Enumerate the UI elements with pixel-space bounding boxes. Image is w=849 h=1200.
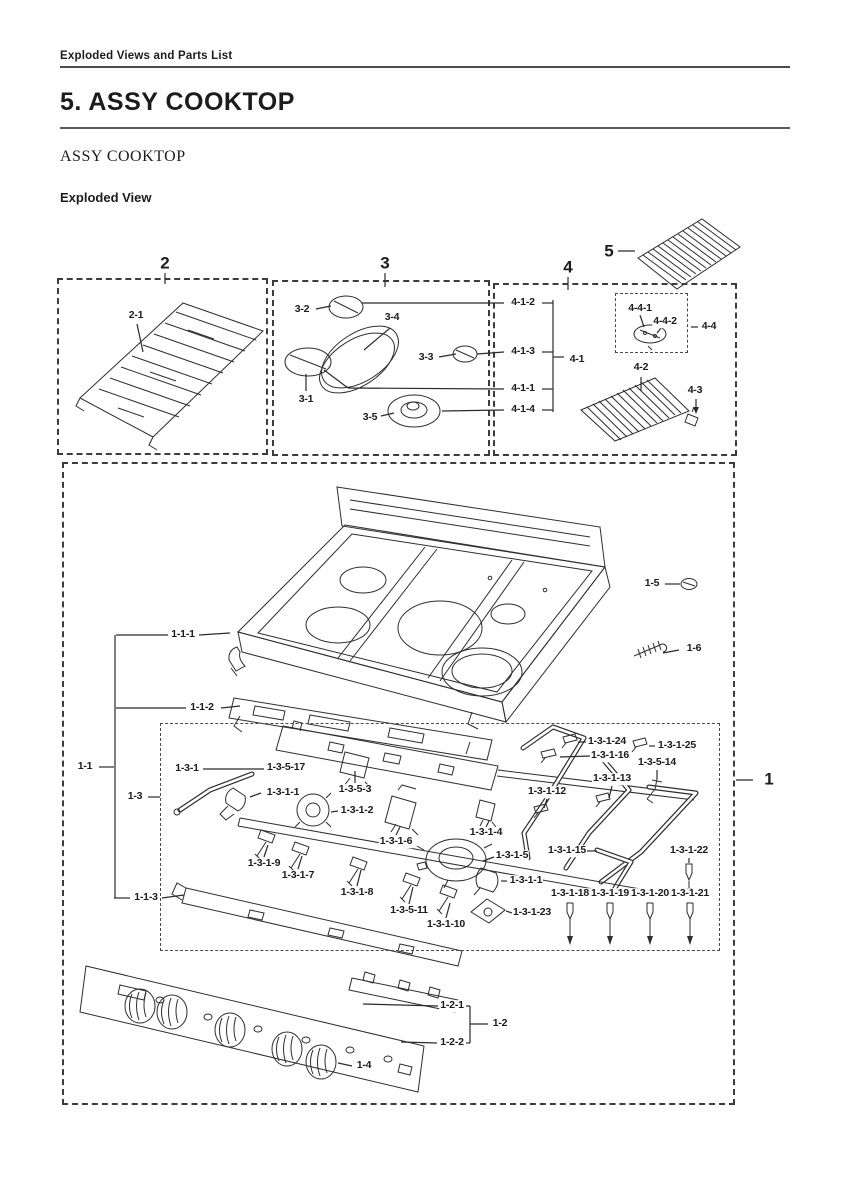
- leader-line: [316, 306, 331, 309]
- part-label-1-3-1-16: 1-3-1-16: [590, 749, 630, 762]
- exploded-view-label: Exploded View: [60, 190, 152, 205]
- leader-line: [560, 756, 590, 757]
- part-label-1-2-2: 1-2-2: [440, 1036, 464, 1049]
- part-label-1-5: 1-5: [644, 577, 660, 590]
- part-label-3-5: 3-5: [362, 411, 378, 424]
- part-label-1-3-1-9: 1-3-1-9: [247, 857, 281, 870]
- part-label-1-3-1-24: 1-3-1-24: [587, 735, 627, 748]
- part-label-1-3-1-12: 1-3-1-12: [527, 785, 567, 798]
- part-label-1-3-1-13: 1-3-1-13: [592, 772, 632, 785]
- group-label-4: 4: [563, 257, 573, 277]
- leader-line: [162, 895, 184, 898]
- leader-line: [250, 793, 261, 797]
- group-label-3: 3: [380, 253, 390, 273]
- part-label-3-2: 3-2: [294, 303, 310, 316]
- part-label-1-3-1-22: 1-3-1-22: [669, 844, 709, 857]
- part-label-1-1-2: 1-1-2: [190, 701, 214, 714]
- leader-line: [331, 811, 338, 812]
- part-label-3-1: 3-1: [298, 393, 314, 406]
- part-label-1-2-1: 1-2-1: [440, 999, 464, 1012]
- part-label-1-3-1-18: 1-3-1-18: [550, 887, 590, 900]
- part-label-3-3: 3-3: [418, 351, 434, 364]
- leader-line: [298, 856, 302, 869]
- part-label-1-3-1-1: 1-3-1-1: [266, 786, 300, 799]
- part-label-1-3-1-6: 1-3-1-6: [379, 835, 413, 848]
- part-label-1-2: 1-2: [492, 1017, 508, 1030]
- part-label-1-3-1-10: 1-3-1-10: [426, 918, 466, 931]
- group-label-2: 2: [160, 253, 170, 273]
- part-label-4-4: 4-4: [701, 320, 717, 333]
- leader-line: [264, 845, 268, 857]
- part-label-1-3-1: 1-3-1: [175, 762, 199, 775]
- part-label-1-4: 1-4: [356, 1059, 372, 1072]
- part-label-1-3-1-20: 1-3-1-20: [630, 887, 670, 900]
- part-label-1-3-1-15: 1-3-1-15: [547, 844, 587, 857]
- part-label-1-3-1-25: 1-3-1-25: [657, 739, 697, 752]
- part-label-1-3-1-4: 1-3-1-4: [469, 826, 503, 839]
- part-label-1-3-5-14: 1-3-5-14: [637, 756, 677, 769]
- leader-line: [657, 328, 661, 333]
- part-label-4-1-3: 4-1-3: [511, 345, 535, 358]
- leader-line: [338, 1063, 352, 1066]
- part-label-1-1-1: 1-1-1: [171, 628, 195, 641]
- leader-line: [663, 650, 679, 653]
- leader-line: [439, 354, 456, 357]
- part-label-3-4: 3-4: [384, 311, 400, 324]
- leader-line: [199, 633, 230, 635]
- part-label-2-1: 2-1: [128, 309, 144, 322]
- part-label-1-1: 1-1: [77, 760, 93, 773]
- leader-line: [446, 903, 450, 918]
- part-label-1-3: 1-3: [127, 790, 143, 803]
- page-title: 5. ASSY COOKTOP: [60, 88, 295, 116]
- part-label-4-1-4: 4-1-4: [511, 403, 535, 416]
- leader-line: [364, 328, 390, 350]
- part-label-1-3-1-21: 1-3-1-21: [670, 887, 710, 900]
- part-label-1-3-1-23: 1-3-1-23: [512, 906, 552, 919]
- leader-line: [324, 370, 348, 388]
- leader-line: [483, 857, 494, 861]
- leader-line: [609, 786, 612, 798]
- leader-line: [442, 410, 504, 411]
- part-label-4-1-1: 4-1-1: [511, 382, 535, 395]
- leader-line: [640, 315, 644, 327]
- part-label-1-3-5-3: 1-3-5-3: [338, 783, 372, 796]
- leader-line: [381, 413, 394, 416]
- part-label-4-3: 4-3: [687, 384, 703, 397]
- part-label-1-3-1-19: 1-3-1-19: [590, 887, 630, 900]
- group-label-5: 5: [604, 241, 614, 261]
- leader-line: [396, 827, 400, 835]
- leader-line: [409, 887, 413, 904]
- part-label-4-4-1: 4-4-1: [628, 302, 652, 315]
- part-label-1-3-1-7: 1-3-1-7: [281, 869, 315, 882]
- part-label-1-3-5-17: 1-3-5-17: [266, 761, 306, 774]
- part-label-1-6: 1-6: [686, 642, 702, 655]
- part-label-1-1-3: 1-1-3: [134, 891, 158, 904]
- leader-line: [221, 706, 240, 708]
- part-label-4-2: 4-2: [633, 361, 649, 374]
- leader-line: [363, 1004, 438, 1006]
- part-label-1-3-1-1: 1-3-1-1: [509, 874, 543, 887]
- part-label-1-3-1-8: 1-3-1-8: [340, 886, 374, 899]
- group-label-1: 1: [764, 769, 774, 789]
- part-label-1-3-1-5: 1-3-1-5: [495, 849, 529, 862]
- breadcrumb: Exploded Views and Parts List: [60, 50, 233, 62]
- leader-line: [348, 388, 504, 389]
- part-label-1-3-5-11: 1-3-5-11: [390, 904, 428, 917]
- part-label-4-1: 4-1: [569, 353, 585, 366]
- leader-line: [477, 352, 504, 354]
- assembly-name: ASSY COOKTOP: [60, 148, 186, 165]
- part-label-4-4-2: 4-4-2: [653, 315, 677, 328]
- leader-line: [401, 1042, 437, 1043]
- leader-line: [357, 870, 361, 886]
- part-label-4-1-2: 4-1-2: [511, 296, 535, 309]
- leader-line: [137, 324, 143, 352]
- leader-line: [544, 799, 547, 808]
- part-label-1-3-1-2: 1-3-1-2: [340, 804, 374, 817]
